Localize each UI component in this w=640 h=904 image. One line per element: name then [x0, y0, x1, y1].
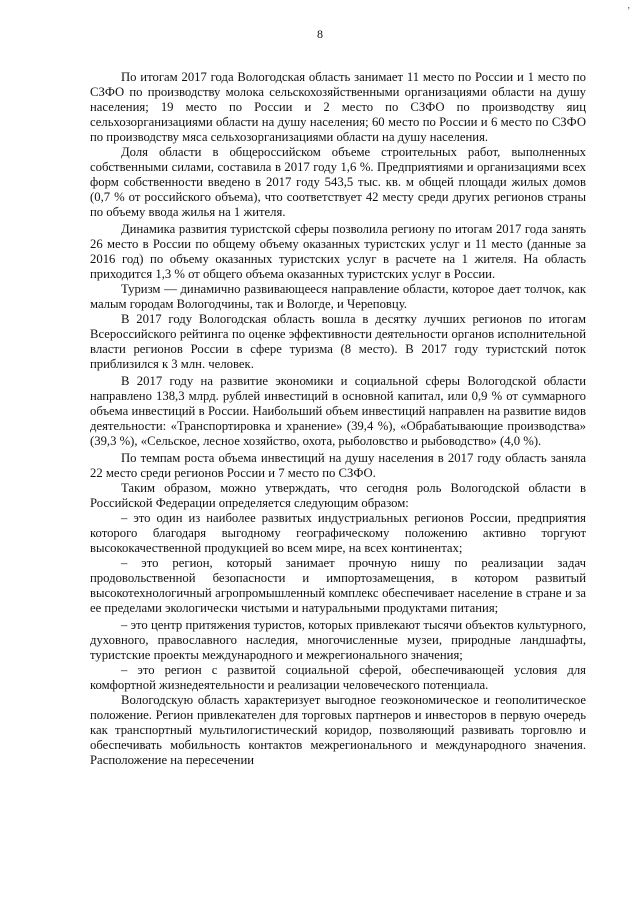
- list-item-tourism-center: – это центр притяжения туристов, которых привлекают тысячи объектов культурного, духовного, православного наследия, многочисленные музеи, природные ландшафты, туристские проекты международного и межрегионального значения;: [90, 618, 586, 662]
- paragraph-agriculture-ranking: По итогам 2017 года Вологодская область занимает 11 место по России и 1 место по СЗФО по производству молока сельскохозяйственными организациями области на душу населения; 19 место по России и 2 место по СЗФО по производству яиц сельхозорганизациями области на душу населения; 60 место по России и 6 место по СЗФО по производству мяса сельхозорганизациями области на душу населения.: [90, 70, 586, 144]
- document-body: [90, 70, 586, 768]
- paragraph-investment-growth: По темпам роста объема инвестиций на душу населения в 2017 году область заняла 22 место среди регионов России и 7 место по СЗФО.: [90, 451, 586, 480]
- list-item-food-security: – это регион, который занимает прочную нишу по реализации задач продовольственной безопасности и импортозамещения, в котором развитый высокотехнологичный агропромышленный комплекс обеспечивает население в стране и за ее пределами экологически чистыми и натуральными продуктами питания;: [90, 556, 586, 615]
- list-item-social-sphere: – это регион с развитой социальной сферой, обеспечивающей условия для комфортной жизнедеятельности и реализации человеческого потенциала.: [90, 663, 586, 692]
- paragraph-tourism-dynamics: Динамика развития туристской сферы позволила региону по итогам 2017 года занять 26 место в России по общему объему оказанных туристских услуг и 11 место (данные за 2016 год) по объему оказанных туристских услуг в расчете на 1 жителя. На область приходится 1,3 % от общего объема оказанных туристских услуг в России.: [90, 222, 586, 281]
- paragraph-role-intro: Таким образом, можно утверждать, что сегодня роль Вологодской области в Российской Федерации определяется следующим образом:: [90, 481, 586, 510]
- corner-mark: ,: [627, 0, 630, 11]
- paragraph-investments: В 2017 году на развитие экономики и социальной сферы Вологодской области направлено 138,3 млрд. рублей инвестиций в основной капитал, или 0,9 % от суммарного объема инвестиций в России. Наибольший объем инвестиций направлен на развитие видов деятельности: «Транспортировка и хранение» (39,4 %), «Обрабатывающие производства» (39,3 %), «Сельское, лесное хозяйство, охота, рыболовство и рыбоводство» (4,0 %).: [90, 374, 586, 448]
- list-item-industrial-region: – это один из наиболее развитых индустриальных регионов России, предприятия которого благодаря выгодному географическому положению активно торгуют высококачественной продукцией во всем мире, на всех континентах;: [90, 511, 586, 555]
- paragraph-construction: Доля области в общероссийском объеме строительных работ, выполненных собственными силами, составила в 2017 году 1,6 %. Предприятиями и организациями всех форм собственности введено в 2017 году 543,5 тыс. кв. м общей площади жилых домов (0,7 % от российского объема), что соответствует 42 месту среди других регионов страны по объему ввода жилья на 1 жителя.: [90, 145, 586, 219]
- page-number: 8: [317, 27, 323, 41]
- paragraph-tourism-rating: В 2017 году Вологодская область вошла в десятку лучших регионов по итогам Всероссийского рейтинга по оценке эффективности деятельности органов исполнительной власти регионов России в сфере туризма (8 место). В 2017 году туристский поток приблизился к 3 млн. человек.: [90, 312, 586, 371]
- paragraph-geoeconomic-position: Вологодскую область характеризует выгодное геоэкономическое и геополитическое положение. Регион привлекателен для торговых партнеров и инвесторов в первую очередь как транспортный мультилогистический коридор, позволяющий развивать торговлю и обеспечивать мобильность контактов межрегионального и международного значения. Расположение на пересечении: [90, 693, 586, 767]
- paragraph-tourism-direction: Туризм — динамично развивающееся направление области, которое дает толчок, как малым городам Вологодчины, так и Вологде, и Череповцу.: [90, 282, 586, 311]
